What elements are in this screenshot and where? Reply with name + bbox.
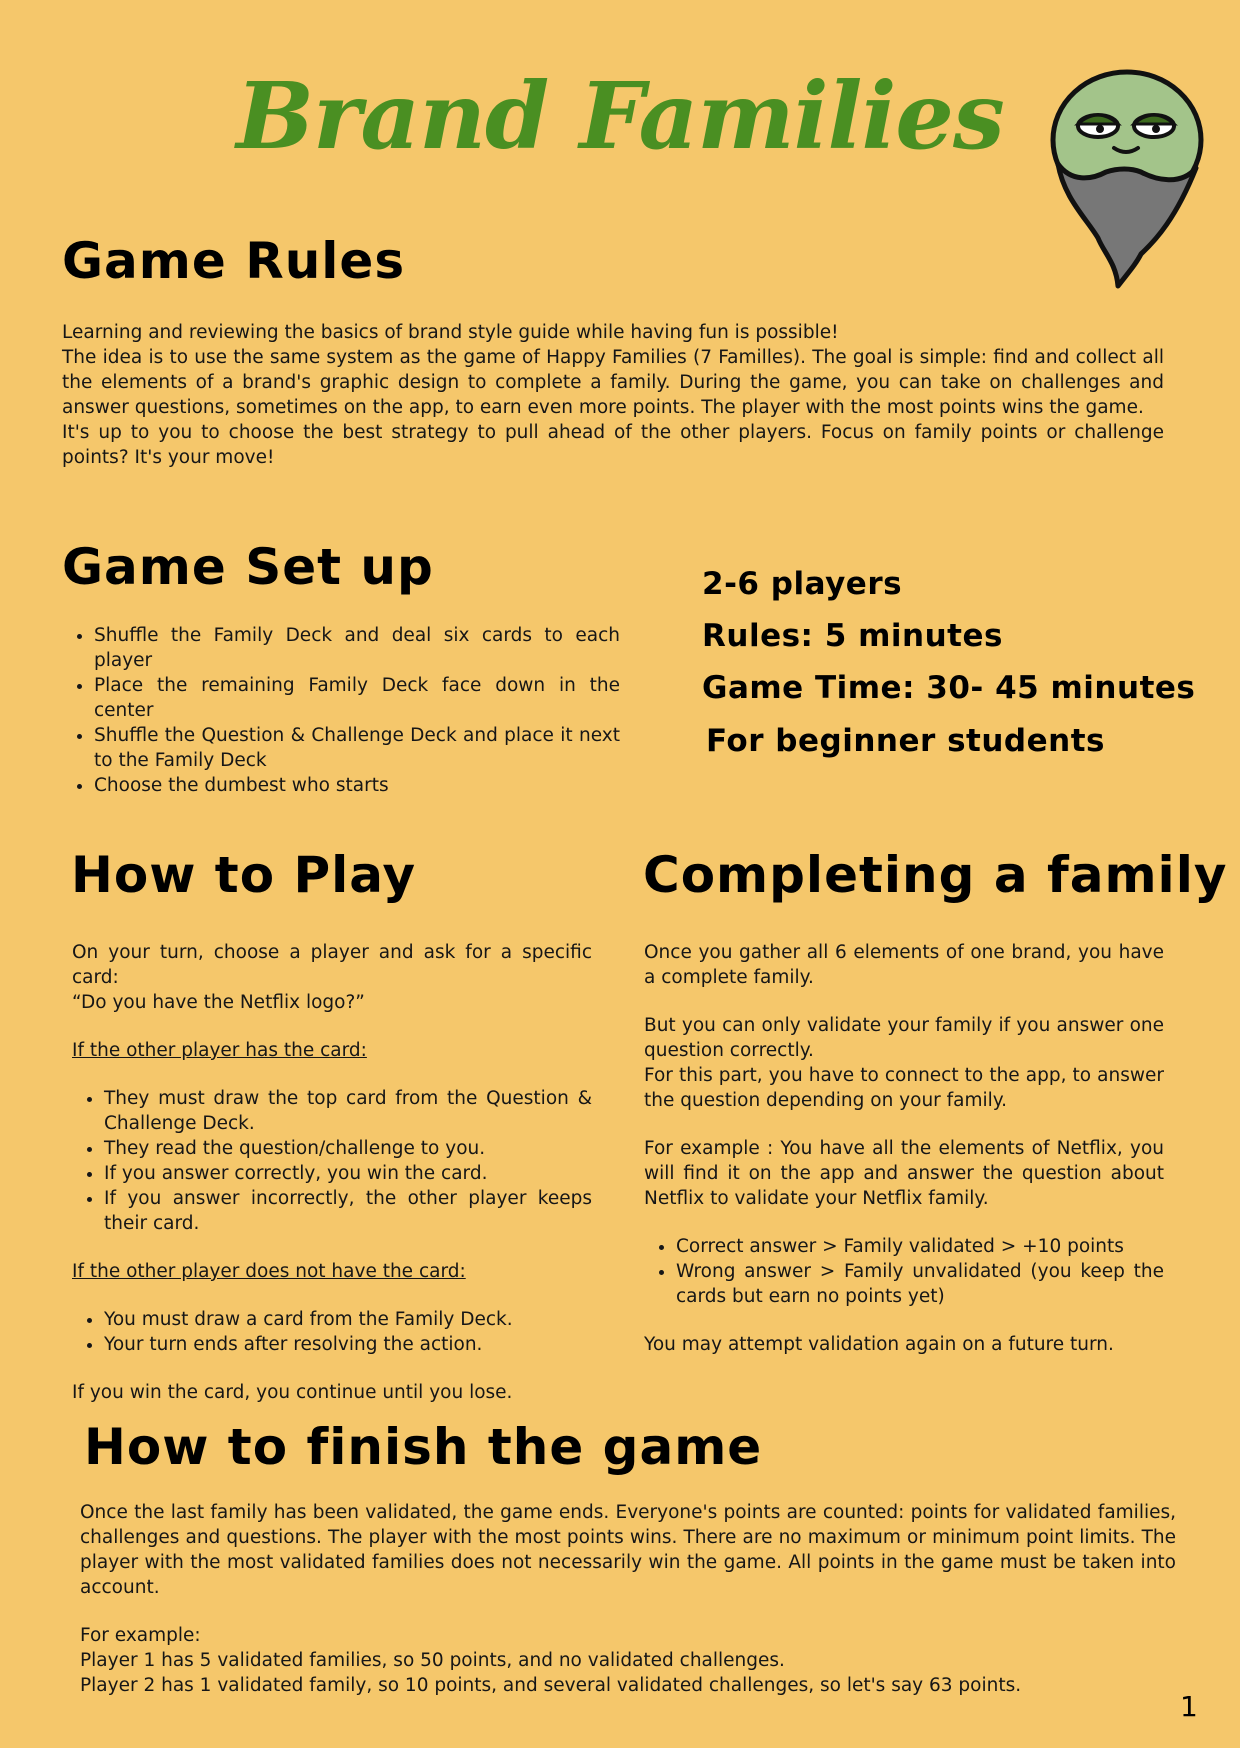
list-item: • Choose the dumbest who starts xyxy=(94,773,620,798)
bearded-green-face-icon xyxy=(1046,68,1208,290)
game-rules-paragraph: It's up to you to choose the best strategy to pull ahead of the other players. Focus on family points or challenge points? It's your move! xyxy=(62,422,1164,468)
how-to-play-text xyxy=(72,940,592,1405)
list-item: • Wrong answer > Family unvalidated (you keep the cards but earn no points yet) xyxy=(676,1259,1164,1309)
players-count: 2-6 players xyxy=(702,566,903,602)
page-number: 1 xyxy=(1180,1690,1198,1723)
finish-heading: How to finish the game xyxy=(84,1418,763,1476)
finish-text xyxy=(80,1500,1176,1698)
how-to-play-intro: On your turn, choose a player and ask for a specific card: xyxy=(72,942,592,988)
audience: For beginner students xyxy=(706,723,1105,759)
completing-paragraph: For example : You have all the elements of Netflix, you will find it on the app and answer the question about Netflix to validate your Netflix family. xyxy=(644,1138,1164,1209)
completing-paragraph: You may attempt validation again on a future turn. xyxy=(644,1334,1114,1355)
finish-example-label: For example: xyxy=(80,1625,201,1646)
page-title: Brand Families xyxy=(236,62,1004,170)
completing-paragraph: For this part, you have to connect to the app, to answer the question depending on your family. xyxy=(644,1065,1164,1111)
list-item: • Shuffle the Family Deck and deal six cards to each player xyxy=(94,623,620,673)
completing-family-heading: Completing a family xyxy=(643,846,1228,904)
finish-example: Player 2 has 1 validated family, so 10 points, and several validated challenges, so let's say 63 points. xyxy=(80,1675,1022,1696)
completing-paragraph: But you can only validate your family if you answer one question correctly. xyxy=(644,1015,1164,1061)
list-item: • Place the remaining Family Deck face down in the center xyxy=(94,673,620,723)
game-duration: Game Time: 30- 45 minutes xyxy=(702,670,1196,706)
finish-paragraph: Once the last family has been validated, the game ends. Everyone's points are counted: points for validated families, challenges and questions. The player with the most points wins. There are no maximum or minimum point limits. The player with the most validated families does not necessarily win the game. All points in the game must be taken into account. xyxy=(80,1502,1176,1598)
list-item: • Shuffle the Question & Challenge Deck and place it next to the Family Deck xyxy=(94,723,620,773)
list-item: • If you answer correctly, you win the card. xyxy=(104,1161,592,1186)
game-rules-paragraph: The idea is to use the same system as the game of Happy Families (7 Familles). The goal is simple: find and collect all the elements of a brand's graphic design to complete a family. During the game, you can take on challenges and answer questions, sometimes on the app, to earn even more points. The player with the most points wins the game. xyxy=(62,347,1164,418)
mascot-icon xyxy=(1046,68,1208,290)
game-rules-text xyxy=(62,320,1164,470)
setup-list xyxy=(62,623,620,798)
how-to-play-heading: How to Play xyxy=(71,846,417,904)
list-item: • If you answer incorrectly, the other player keeps their card. xyxy=(104,1186,592,1236)
finish-example: Player 1 has 5 validated families, so 50 points, and no validated challenges. xyxy=(80,1650,785,1671)
list-item: • You must draw a card from the Family Deck. xyxy=(104,1307,592,1332)
completing-family-text xyxy=(644,940,1164,1357)
how-to-play-quote: “Do you have the Netflix logo?” xyxy=(72,992,365,1013)
list-item: • They must draw the top card from the Question & Challenge Deck. xyxy=(104,1086,592,1136)
list-item: • Correct answer > Family validated > +10 points xyxy=(676,1234,1164,1259)
no-card-label: If the other player does not have the card: xyxy=(72,1261,466,1282)
game-setup-heading: Game Set up xyxy=(62,538,434,596)
rules-duration: Rules: 5 minutes xyxy=(702,618,1003,654)
has-card-label: If the other player has the card: xyxy=(72,1040,367,1061)
how-to-play-outro: If you win the card, you continue until you lose. xyxy=(72,1382,513,1403)
completing-paragraph: Once you gather all 6 elements of one brand, you have a complete family. xyxy=(644,942,1164,988)
list-item: • Your turn ends after resolving the action. xyxy=(104,1332,592,1357)
game-rules-heading: Game Rules xyxy=(62,232,406,290)
list-item: • They read the question/challenge to you. xyxy=(104,1136,592,1161)
game-rules-paragraph: Learning and reviewing the basics of brand style guide while having fun is possible! xyxy=(62,322,839,343)
